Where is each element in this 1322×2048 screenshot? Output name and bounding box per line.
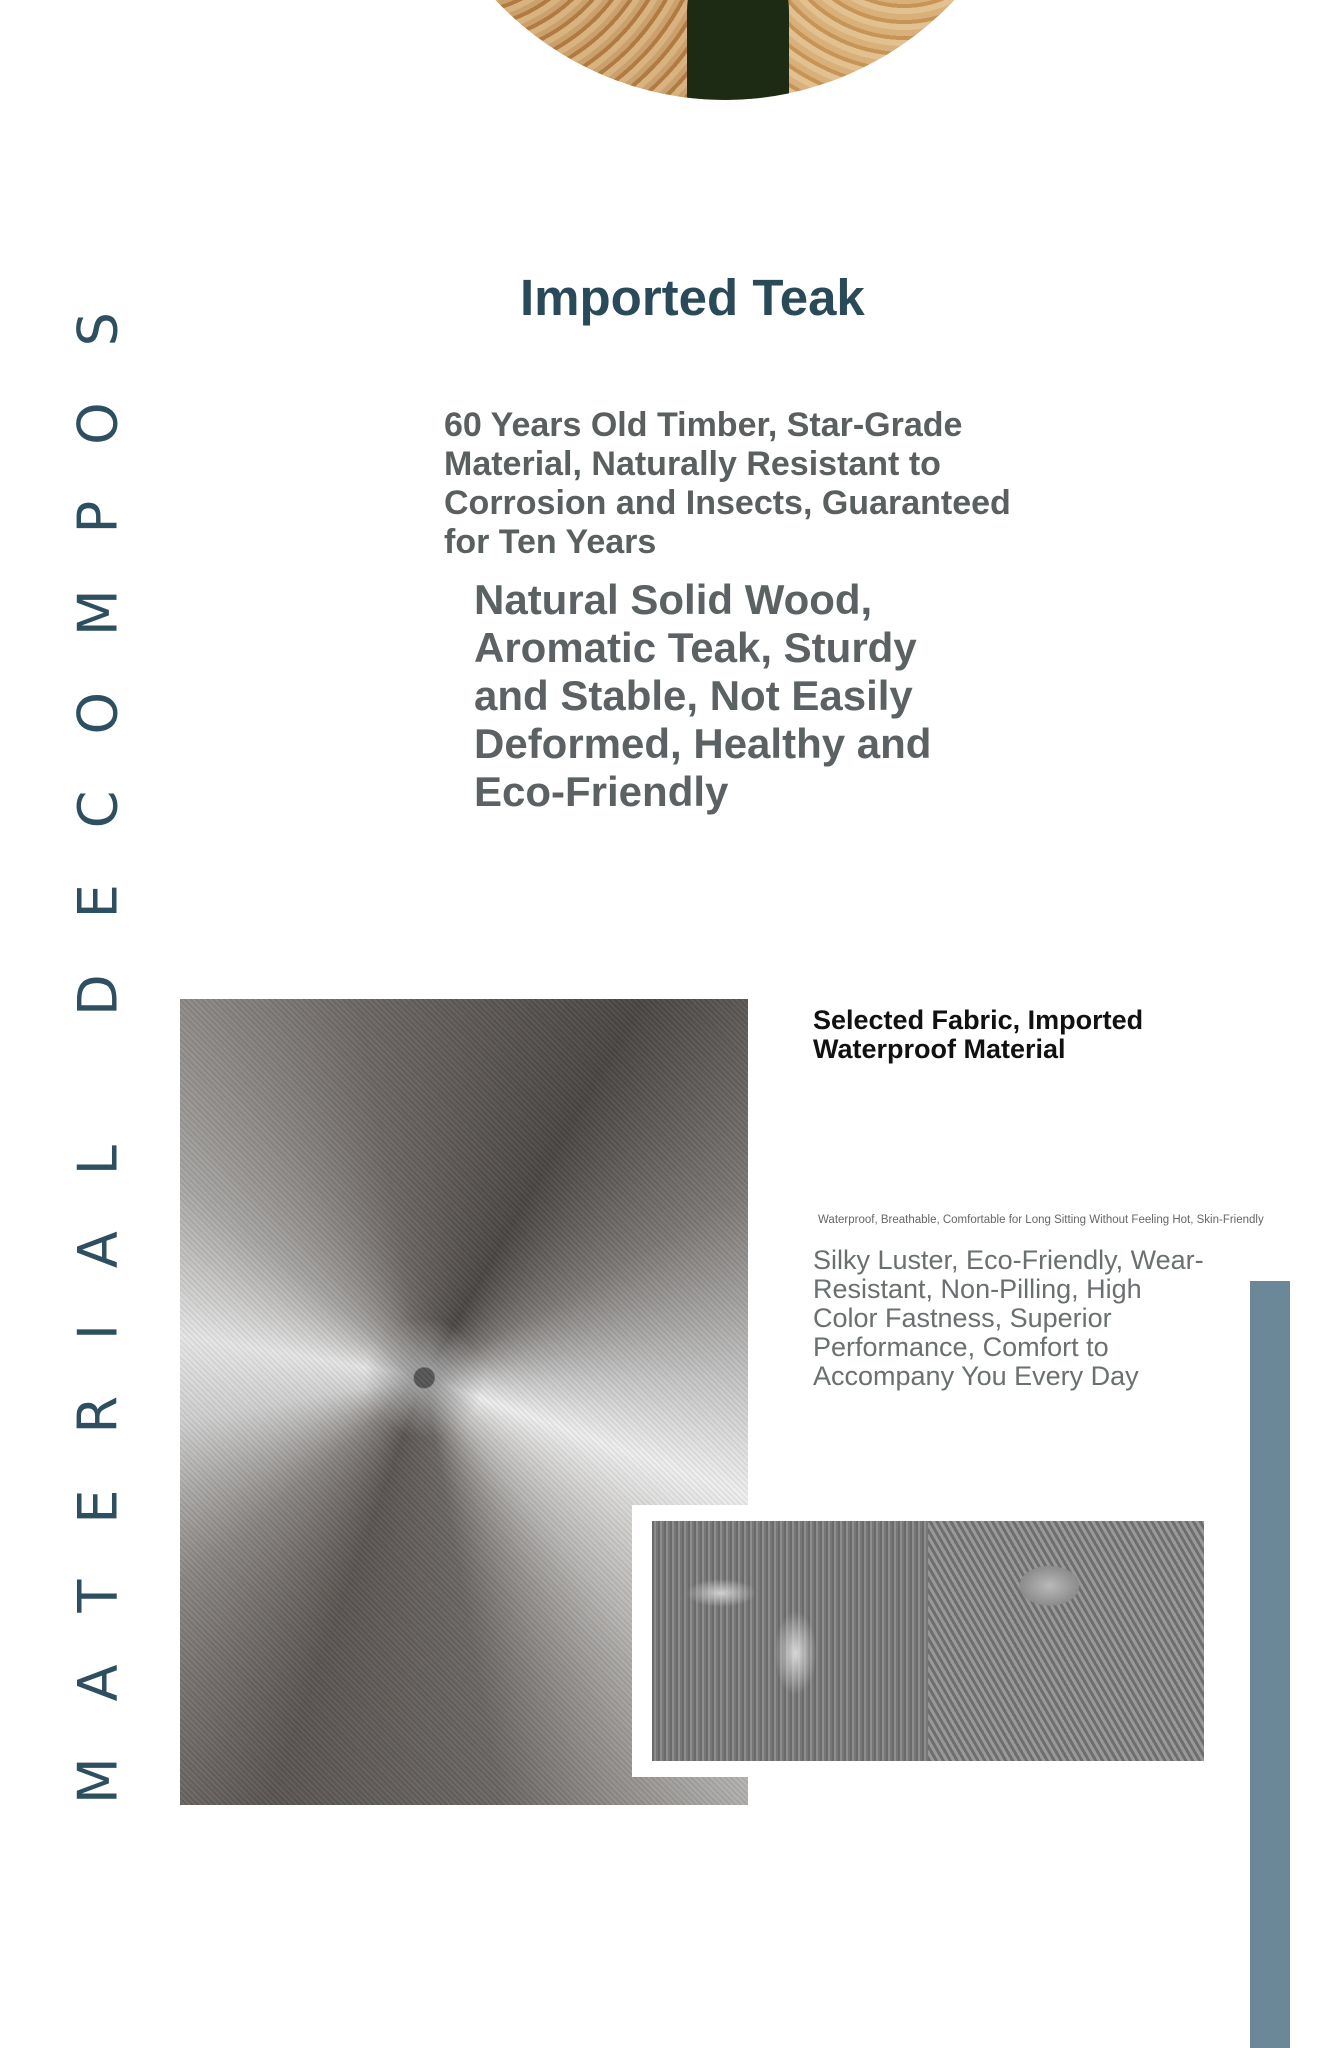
fabric-description: Silky Luster, Eco-Friendly, Wear-Resistant, Non-Pilling, High Color Fastness, Superior Performance, Comfort to Accompany You Every Day bbox=[813, 1245, 1204, 1391]
accent-bar bbox=[1250, 1281, 1290, 2048]
teak-description: Natural Solid Wood, Aromatic Teak, Sturdy and Stable, Not Easily Deformed, Healthy and Eco-Friendly bbox=[474, 576, 932, 815]
fabric-water-droplet-image bbox=[928, 1521, 1204, 1761]
teak-log-image bbox=[405, 0, 1045, 100]
teak-title: Imported Teak bbox=[520, 269, 865, 326]
side-vertical-title-text: MATERIAL DECOMPOS bbox=[66, 256, 130, 1804]
fabric-stain-image bbox=[652, 1521, 928, 1761]
fabric-title: Selected Fabric, Imported Waterproof Material bbox=[813, 1005, 1144, 1064]
fabric-small-note: Waterproof, Breathable, Comfortable for Long Sitting Without Feeling Hot, Skin-Friendly bbox=[818, 1214, 1264, 1226]
fabric-detail-image bbox=[632, 1505, 1216, 1777]
teak-subtitle: 60 Years Old Timber, Star-Grade Material, Naturally Resistant to Corrosion and Insects, Guaranteed for Ten Years bbox=[444, 406, 1011, 561]
